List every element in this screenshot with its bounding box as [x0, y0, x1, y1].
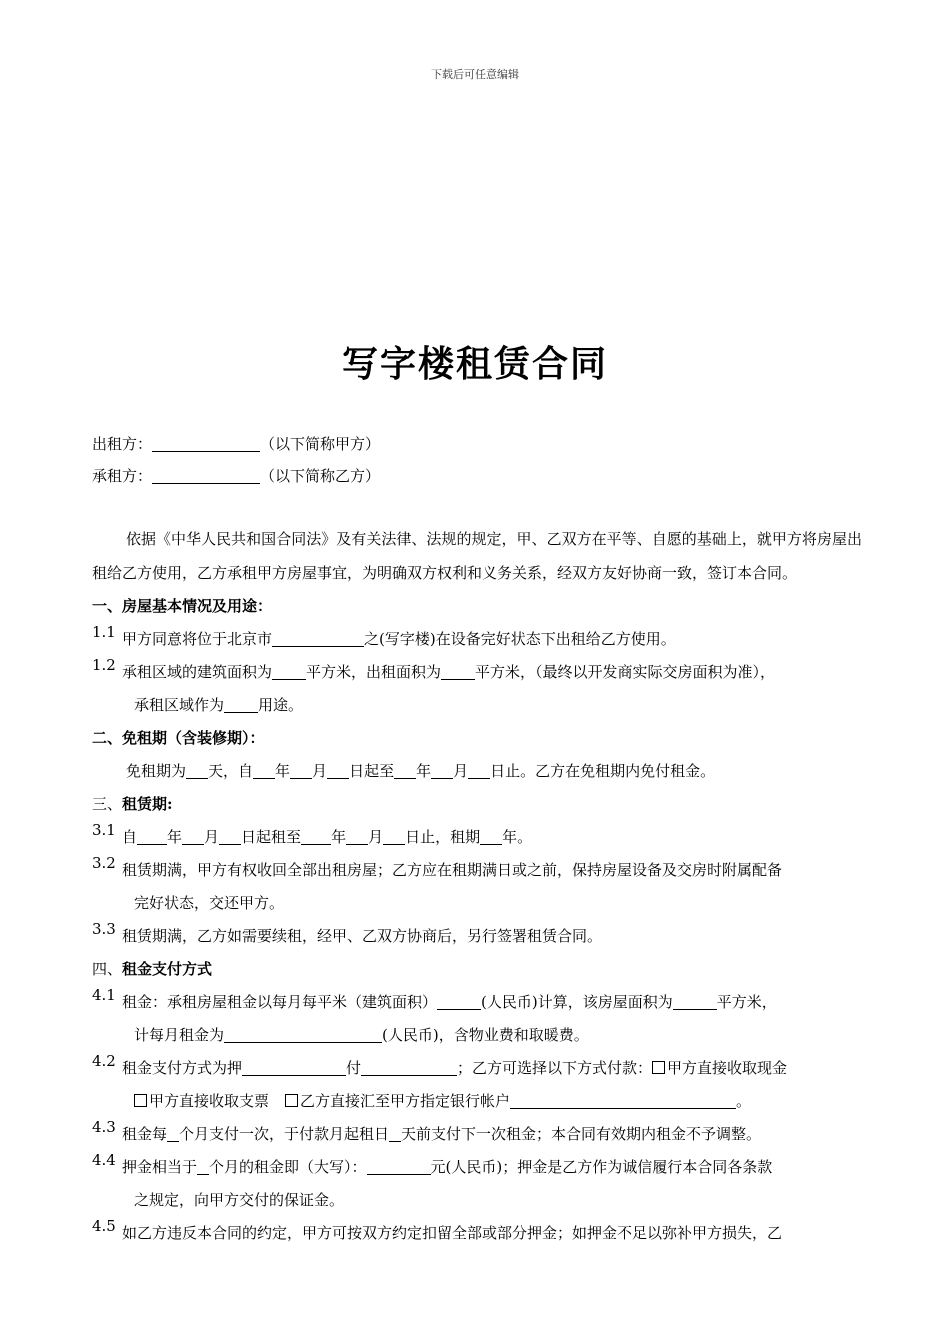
lease-end-year-blank[interactable]	[301, 826, 331, 845]
free-start-year-blank[interactable]	[253, 760, 275, 779]
header-note: 下载后可任意编辑	[431, 68, 519, 81]
address-blank[interactable]	[272, 628, 364, 647]
cash-checkbox[interactable]	[652, 1061, 665, 1074]
section-4-heading: 四、租金支付方式	[92, 960, 213, 978]
clause-4-4: 4.4 押金相当于 个月的租金即（大写）： 元(人民币)；押金是乙方作为诚信履行本合同各条款 之规定，向甲方交付的保证金。	[92, 1151, 773, 1209]
free-start-day-blank[interactable]	[327, 760, 349, 779]
free-end-day-blank[interactable]	[468, 760, 490, 779]
usage-blank[interactable]	[224, 694, 258, 713]
rental-area-blank[interactable]	[441, 661, 475, 680]
pay-months-blank[interactable]	[361, 1057, 457, 1076]
free-days-blank[interactable]	[186, 760, 208, 779]
clause-3-2: 3.2 租赁期满，甲方有权收回全部出租房屋；乙方应在租期满日或之前，保持房屋设备及交房时附属配备 完好状态，交还甲方。	[92, 854, 783, 912]
section-2-heading: 二、免租期（含装修期）：	[92, 729, 265, 747]
lease-start-day-blank[interactable]	[219, 826, 241, 845]
document-title: 写字楼租赁合同	[341, 343, 608, 385]
lessee-line: 承租方： （以下简称乙方）	[92, 467, 381, 485]
intro-paragraph: 依据《中华人民共和国合同法》及有关法律、法规的规定，甲、乙双方在平等、自愿的基础上，就甲方将房屋出租给乙方使用，乙方承租甲方房屋事宜，为明确双方权利和义务关系，经双方友好协商一致，签订本合同。	[92, 530, 862, 582]
lease-end-day-blank[interactable]	[383, 826, 405, 845]
section-1-heading: 一、房屋基本情况及用途：	[92, 597, 273, 615]
lease-start-month-blank[interactable]	[182, 826, 204, 845]
lease-start-year-blank[interactable]	[137, 826, 167, 845]
bank-transfer-checkbox[interactable]	[285, 1094, 298, 1107]
deposit-month-count-blank[interactable]	[197, 1156, 209, 1175]
deposit-months-blank[interactable]	[242, 1057, 346, 1076]
contract-body	[92, 428, 862, 1250]
lessor-blank[interactable]	[152, 433, 260, 452]
free-end-month-blank[interactable]	[431, 760, 453, 779]
bank-account-blank[interactable]	[510, 1090, 736, 1109]
section-3-heading: 三、租赁期:	[92, 795, 173, 813]
clause-1-2: 1.2 承租区域的建筑面积为 平方米，出租面积为 平方米，（最终以开发商实际交房面积为准）， 承租区域作为 用途。	[92, 656, 776, 714]
free-end-year-blank[interactable]	[394, 760, 416, 779]
deposit-amount-blank[interactable]	[367, 1156, 431, 1175]
clause-4-5: 4.5 如乙方违反本合同的约定，甲方可按双方约定扣留全部或部分押金；如押金不足以弥补甲方损失，乙	[92, 1217, 783, 1242]
rent-free-period: 免租期为 天，自 年 月 日起至 年 月 日止。乙方在免租期内免付租金。	[126, 762, 716, 780]
building-area-blank[interactable]	[272, 661, 306, 680]
clause-4-2: 4.2 租金支付方式为押 付 ；乙方可选择以下方式付款： 甲方直接收取现金 甲方直接收取支票 乙方直接汇至甲方指定银行帐户 。	[92, 1052, 788, 1110]
clause-3-1: 3.1 自 年 月 日起租至 年 月 日止，租期 年。	[92, 821, 533, 846]
pay-interval-blank[interactable]	[167, 1123, 179, 1142]
monthly-rent-blank[interactable]	[224, 1024, 382, 1043]
lessee-blank[interactable]	[152, 465, 260, 484]
lease-end-month-blank[interactable]	[346, 826, 368, 845]
area-blank[interactable]	[673, 991, 717, 1010]
free-start-month-blank[interactable]	[290, 760, 312, 779]
lease-years-blank[interactable]	[480, 826, 502, 845]
clause-3-3: 3.3 租赁期满，乙方如需要续租，经甲、乙双方协商后，另行签署租赁合同。	[92, 920, 603, 945]
advance-days-blank[interactable]	[389, 1123, 401, 1142]
cheque-checkbox[interactable]	[134, 1094, 147, 1107]
lessor-line: 出租方： （以下简称甲方）	[92, 435, 381, 453]
clause-4-3: 4.3 租金每 个月支付一次，于付款月起租日 天前支付下一次租金；本合同有效期内租金不予调整。	[92, 1118, 762, 1143]
clause-4-1: 4.1 租金：承租房屋租金以每月每平米（建筑面积） (人民币)计算，该房屋面积为 平方米， 计每月租金为 (人民币)，含物业费和取暖费。	[92, 986, 777, 1044]
clause-1-1: 1.1 甲方同意将位于北京市 之(写字楼)在设备完好状态下出租给乙方使用。	[92, 623, 676, 648]
rent-per-sqm-blank[interactable]	[437, 991, 481, 1010]
